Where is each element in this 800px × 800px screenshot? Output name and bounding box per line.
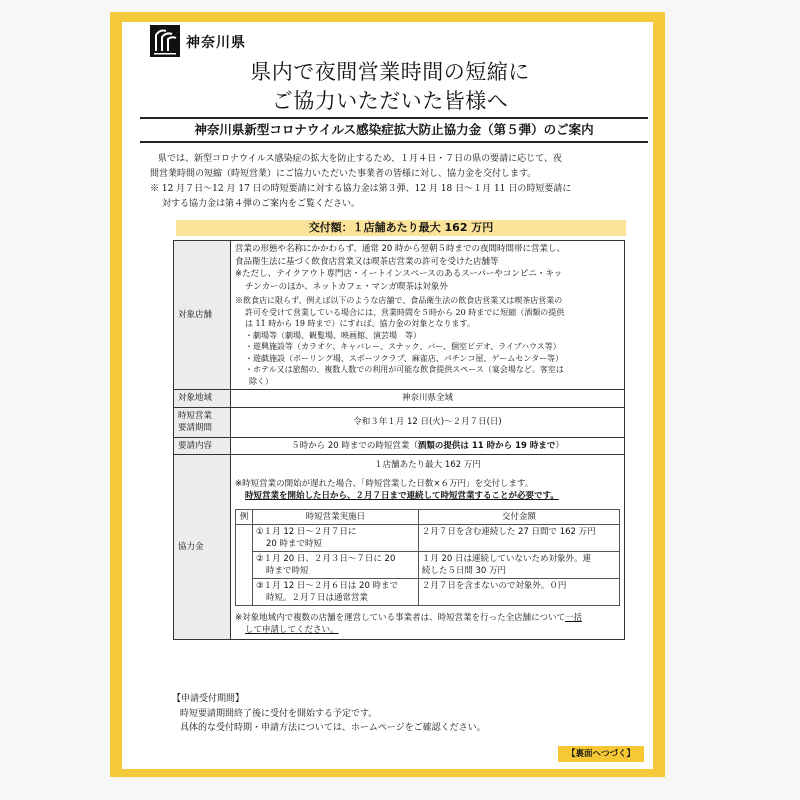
table-row-area: [174, 390, 625, 408]
info-table: [173, 240, 625, 640]
application-line-1: 時短要請期間終了後に受付を開始する予定です。: [180, 708, 378, 719]
inner-row: [236, 578, 620, 605]
target-line: 食品衛生法に基づく飲食店営業又は喫茶店営業の許可を受けた店舗等: [235, 256, 499, 267]
application-heading: 【申請受付期間】: [172, 694, 245, 704]
inner-amount-line: ２月７日を含まないので対象外。０円: [421, 580, 567, 591]
inner-row: [236, 524, 620, 551]
request-text: ５時から 20 時までの時短営業（: [291, 440, 418, 451]
coop-content: [231, 455, 625, 640]
table-row-target: [174, 241, 625, 390]
intro-line-2: 間営業時間の短縮（時短営業）にご協力いただいた事業者の皆様に対し、協力金を交付します。: [150, 169, 537, 179]
inner-row: [236, 551, 620, 578]
target-line: チンカーのほか、ネットカフェ・マンガ喫茶は対象外: [245, 281, 448, 292]
inner-amount-line: ２月７日を含む連続した 27 日間で 162 万円: [421, 526, 596, 537]
inner-amount-line: 続した５日間 30 万円: [421, 565, 507, 576]
coop-note-3-underlined: 一括: [564, 612, 582, 623]
inner-period-line: ③１月 12 日〜２月６日は 20 時まで: [256, 580, 399, 591]
coop-note-3-end: して申請してください。: [245, 625, 339, 635]
label-coop: 協力金: [174, 455, 231, 640]
intro-text: [150, 152, 645, 212]
target-bullet: ・ホテル又は旅館の、複数人数での利用が可能な飲食提供スペース（宴会場など。客室は: [245, 365, 564, 374]
coop-example-table: [235, 509, 620, 606]
inner-period-cell: [253, 578, 419, 605]
coop-note-2: 時短営業を開始した日から、２月７日まで連続して時短営業することが必要です。: [245, 491, 559, 501]
inner-period-cell: [253, 551, 419, 578]
request-value: [231, 437, 625, 455]
request-text-end: ）: [555, 440, 564, 451]
title-line-2: ご協力いただいた皆様へ: [271, 89, 509, 113]
label-period-line-2: 要請期間: [178, 423, 213, 433]
coop-amount: １店舗あたり最大 162 万円: [374, 460, 481, 470]
inner-header-example: 例: [236, 509, 253, 524]
target-bullet: 除く）: [249, 376, 273, 386]
inner-period-line: 20 時まで時短: [266, 538, 323, 549]
page-title: [150, 58, 630, 116]
inner-header-amount: 交付金額: [418, 509, 619, 524]
table-row-request: [174, 437, 625, 455]
label-target-store: 対象店舗: [174, 241, 231, 390]
table-row-period: [174, 407, 625, 437]
target-line: ※飲食店に限らず、例えば以下のような店舗で、食品衛生法の飲食店営業又は喫茶店営業の: [235, 296, 563, 305]
table-row-coop: [174, 455, 625, 640]
continued-on-back-badge: 【裏面へつづく】: [558, 746, 644, 762]
inner-header-row: [236, 509, 620, 524]
inner-amount-cell: [418, 524, 619, 551]
inner-amount-line: １月 20 日は連続していないため対象外。連: [421, 553, 592, 564]
coop-note-3: [235, 612, 620, 625]
coop-note-3-text: ※対象地域内で複数の店舗を運営している事業者は、時短営業を行った全店舗について: [235, 612, 565, 623]
inner-header-period: 時短営業実施日: [253, 509, 419, 524]
target-line: は 11 時から 19 時まで）にすれば、協力金の対象となります。: [245, 319, 475, 328]
target-bullet: ・遊興施設等（カラオケ、キャバレー、スナック、バー、個室ビデオ、ライブハウス等）: [245, 342, 561, 351]
target-line: 許可を受けて営業している場合には、営業時間を５時から 20 時までに短縮（酒類の提供: [245, 307, 565, 317]
application-line-2: 具体的な受付時期・申請方法については、ホームページをご確認ください。: [180, 723, 486, 733]
target-bullet: ・劇場等（劇場、観覧場、映画館、演芸場 等）: [245, 330, 421, 340]
inner-amount-cell: [418, 551, 619, 578]
inner-example-cell: [236, 524, 253, 605]
inner-period-cell: [253, 524, 419, 551]
request-alcohol-text: 酒類の提供は 11 時から 19 時まで: [417, 440, 556, 451]
label-period-line-1: 時短営業: [178, 410, 213, 421]
inner-period-line: ②１月 20 日、２月３日〜７日に 20: [256, 553, 396, 564]
kanagawa-logo-icon: [150, 25, 180, 57]
coop-note-1: ※時短営業の開始が遅れた場合、「時短営業した日数×６万円」を交付します。: [235, 478, 534, 489]
intro-note-1: ※ 12 月７日〜12 月 17 日の時短要請に対する協力金は第３弾、12 月 18 日〜１月 11 日の時短要請に: [150, 184, 572, 194]
label-request: 要請内容: [174, 437, 231, 455]
inner-period-line: 時短。２月７日は通常営業: [266, 592, 369, 603]
area-value: 神奈川県全域: [231, 390, 625, 408]
label-area: 対象地域: [174, 390, 231, 408]
title-line-1: 県内で夜間営業時間の短縮に: [250, 60, 530, 84]
subtitle: 神奈川県新型コロナウイルス感染症拡大防止協力金（第５弾）のご案内: [140, 117, 648, 143]
prefecture-name: 神奈川県: [186, 35, 246, 51]
period-value: 令和３年１月 12 日(火)〜２月７日(日): [231, 407, 625, 437]
target-store-content: [231, 241, 625, 390]
inner-amount-cell: [418, 578, 619, 605]
target-bullet: ・遊戯施設（ボーリング場、スポーツクラブ、麻雀店、パチンコ屋、ゲームセンター等）: [245, 353, 564, 363]
amount-banner: 交付額：１店舗あたり最大 162 万円: [176, 220, 626, 236]
inner-period-line: 時まで時短: [266, 565, 309, 576]
label-period: [174, 407, 231, 437]
target-line: 営業の形態や名称にかかわらず、通常 20 時から翌朝５時までの夜間時間帯に営業し、: [235, 244, 566, 254]
application-section: [172, 692, 642, 736]
intro-note-2: 対する協力金は第４弾のご案内をご覧ください。: [162, 199, 361, 209]
inner-period-line: ①１月 12 日〜２月７日に: [256, 526, 357, 537]
target-line: ※ただし、テイクアウト専門店・イートインスペースのあるスーパーやコンビニ・キッ: [235, 269, 563, 279]
intro-line-1: 県では、新型コロナウイルス感染症の拡大を防止するため、１月４日・７日の県の要請に応じて、夜: [158, 154, 562, 164]
